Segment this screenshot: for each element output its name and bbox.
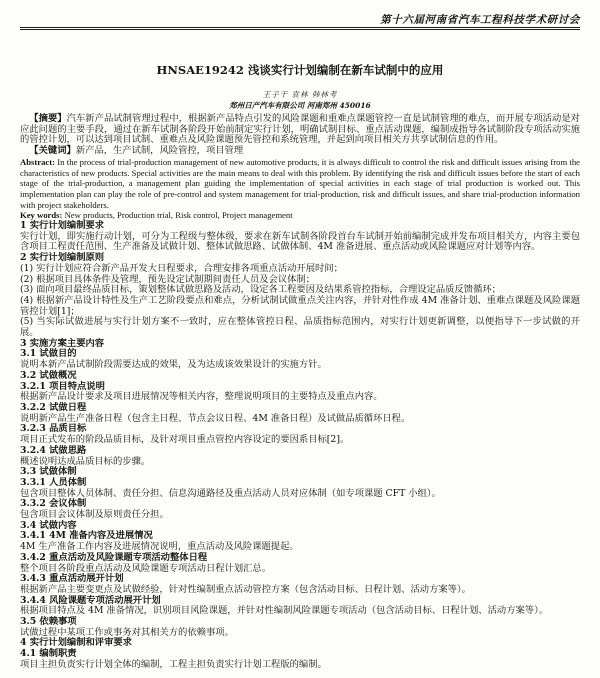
body-paragraph: 4M 生产准备工作内容及进展情况说明，重点活动及风险课题提起。 (20, 541, 299, 553)
subsection-heading: 3.5 依赖事项 (20, 616, 77, 628)
subsubsection-heading: 3.2.3 品质目标 (20, 423, 87, 435)
body-paragraph: 项目主担负责实行计划全体的编制，工程主担负责实行计划工程版的编制。 (20, 658, 327, 670)
keywords-en-text: New products, Production trial, Risk control, Project management (64, 210, 293, 221)
section-heading: 1 实行计划编制要求 (20, 220, 105, 232)
body-paragraph: 项目正式发布的阶段品质目标，及针对项目重点管控内容设定的要因系目标[2]。 (20, 434, 350, 446)
keywords-cn (20, 146, 580, 157)
abstract-en-text: In the process of trial-production management of new automotive products, it is always difficult to control the risk and difficult issues arising from the characteristics of new products. Special activities are the main means to deal with this problem. By identifying the risk and difficult issues before the start of each stage of the trial-production, a management plan guiding the implementation of special activities in each stage of trial production is worked out. This implementation plan can play the role of pre-control and system management for trial-production, risk and difficult issues, and share trial-production information with project stakeholders. (20, 156, 581, 210)
subsection-heading: 3.2 试做概况 (20, 369, 77, 381)
abstract-cn-label: 【摘要】 (29, 113, 67, 124)
paper-body (20, 114, 580, 671)
subsection-heading: 3.4 试做内容 (20, 519, 77, 531)
list-item: (2) 根据项目具体条件及管理，预先设定试制期间责任人员及会议体制； (20, 273, 316, 285)
body-paragraph: 说明本新产品试制阶段需要达成的效果，及为达成该效果设计的实施方针。 (20, 359, 327, 371)
list-item: (5) 当实际试做进展与实行计划方案不一致时，应在整体管控日程、品质指标范围内，对实行计划更新调整，以便指导下一步试做的开展。 (20, 316, 580, 339)
subsubsection-heading: 3.2.2 试做日程 (20, 401, 87, 413)
paper-affiliation: 郑州日产汽车有限公司 河南郑州 450016 (229, 101, 371, 110)
subsubsection-heading: 3.2.4 试做思路 (20, 444, 87, 456)
body-paragraph: 说明新产品生产准备日程（包含主日程、节点会议日程、4M 准备日程）及试做品质循环日程。 (20, 412, 411, 424)
subsection-heading: 4.1 编制职责 (20, 648, 77, 660)
keywords-en-label: Key words: (20, 210, 63, 221)
keywords-cn-text: 新产品，生产试制，风险管控，项目管理 (75, 145, 244, 157)
paper-authors: 王子干 袁林 韩林考 (262, 90, 338, 99)
keywords-en (20, 210, 580, 221)
body-paragraph: 概述说明达成品质目标的步骤。 (20, 455, 151, 467)
body-paragraph: 根据项目特点及 4M 准备情况，识别项目风险课题，并针对性编制风险课题专项活动（包含活动目标、日程计划、活动方案等）。 (20, 605, 549, 617)
conference-header: 第十六届河南省汽车工程科技学术研讨会 (380, 14, 580, 26)
section-heading: 4 实行计划编制和评审要求 (20, 637, 132, 649)
subsubsection-heading: 3.3.1 人员体制 (20, 476, 87, 488)
list-item: (4) 根据新产品设计特性及生产工艺阶段要点和难点，分析试制试做重点关注内容，并针对性作成 4M 准备计划、重难点课题及风险课题管控计划[1]； (20, 294, 580, 317)
list-item: (3) 面向项目最终品质目标，策划整体试做思路及活动，设定各工程要因及结果系管控指标，合理设定品质反馈循环； (20, 284, 501, 296)
section-heading: 2 实行计划编制原则 (20, 252, 105, 264)
paper-title: HNSAE19242 浅谈实行计划编制在新车试制中的应用 (156, 63, 444, 77)
body-paragraph: 整个项目各阶段重点活动及风险课题专项活动日程计划汇总。 (20, 562, 272, 574)
keywords-cn-label: 【关键词】 (29, 145, 76, 157)
subsubsection-heading: 3.3.2 会议体制 (20, 498, 87, 510)
subsubsection-heading: 3.2.1 项目特点说明 (20, 380, 105, 392)
header-rule (20, 27, 580, 30)
subsection-heading: 3.3 试做体制 (20, 466, 77, 478)
abstract-en-label: Abstract: (20, 156, 55, 167)
body-paragraph: 包含项目整体人员体制、责任分担、信息沟通路径及重点活动人员对应体制（如专项课题 CFT 小组）。 (20, 487, 441, 499)
body-paragraph: 根据新产品设计要求及项目进展情况等相关内容，整理说明项目的主要特点及重点内容。 (20, 391, 383, 403)
abstract-cn (20, 114, 580, 146)
subsubsection-heading: 3.4.4 风险课题专项活动展开计划 (20, 594, 161, 606)
subsubsection-heading: 3.4.1 4M 准备内容及进展情况 (20, 530, 153, 542)
subsection-heading: 3.1 试做目的 (20, 348, 77, 360)
subsubsection-heading: 3.4.3 重点活动展开计划 (20, 573, 124, 585)
body-paragraph: 试做过程中某项工作或事务对其相关方的依赖事项。 (20, 626, 234, 638)
abstract-cn-text: 汽车新产品试制管理过程中，根据新产品特点引发的风险课题和重难点课题管控一直是试制管理的难点，而开展专项活动是对应此问题的主要手段，通过在新车试制各阶段开始前制定实行计划，明确试制目标、重点活动课题，编制成指导各试制阶段专项活动实施的管控计划，可以达到项目试制、重难点及风险课题预先管控和系统管理，并起到向项目相关方共享试制信息的作用。 (20, 113, 580, 146)
body-paragraph: 根据新产品主要变更点及试做经验，针对性编制重点活动管控方案（包含活动目标、日程计划、活动方案等）。 (20, 583, 471, 595)
section-heading: 3 实施方案主要内容 (20, 337, 105, 349)
list-item: (1) 实行计划应符合新产品开发大日程要求，合理安排各项重点活动开展时间； (20, 262, 343, 274)
subsubsection-heading: 3.4.2 重点活动及风险课题专项活动整体日程 (20, 551, 208, 563)
body-paragraph: 包含项目会议体制及原则责任分担。 (20, 509, 169, 521)
body-paragraph: 实行计划，即实施行动计划，可分为工程级与整体级，要求在新车试制各阶段首台车试制开始前编制完成并发布项目相关方，内容主要包含项目工程责任范围、生产准备及试做计划、整体试做思路、试做体制、4M 准备进展、重点活动或风险课题应对计划等内容。 (20, 230, 580, 253)
abstract-en (20, 157, 580, 211)
